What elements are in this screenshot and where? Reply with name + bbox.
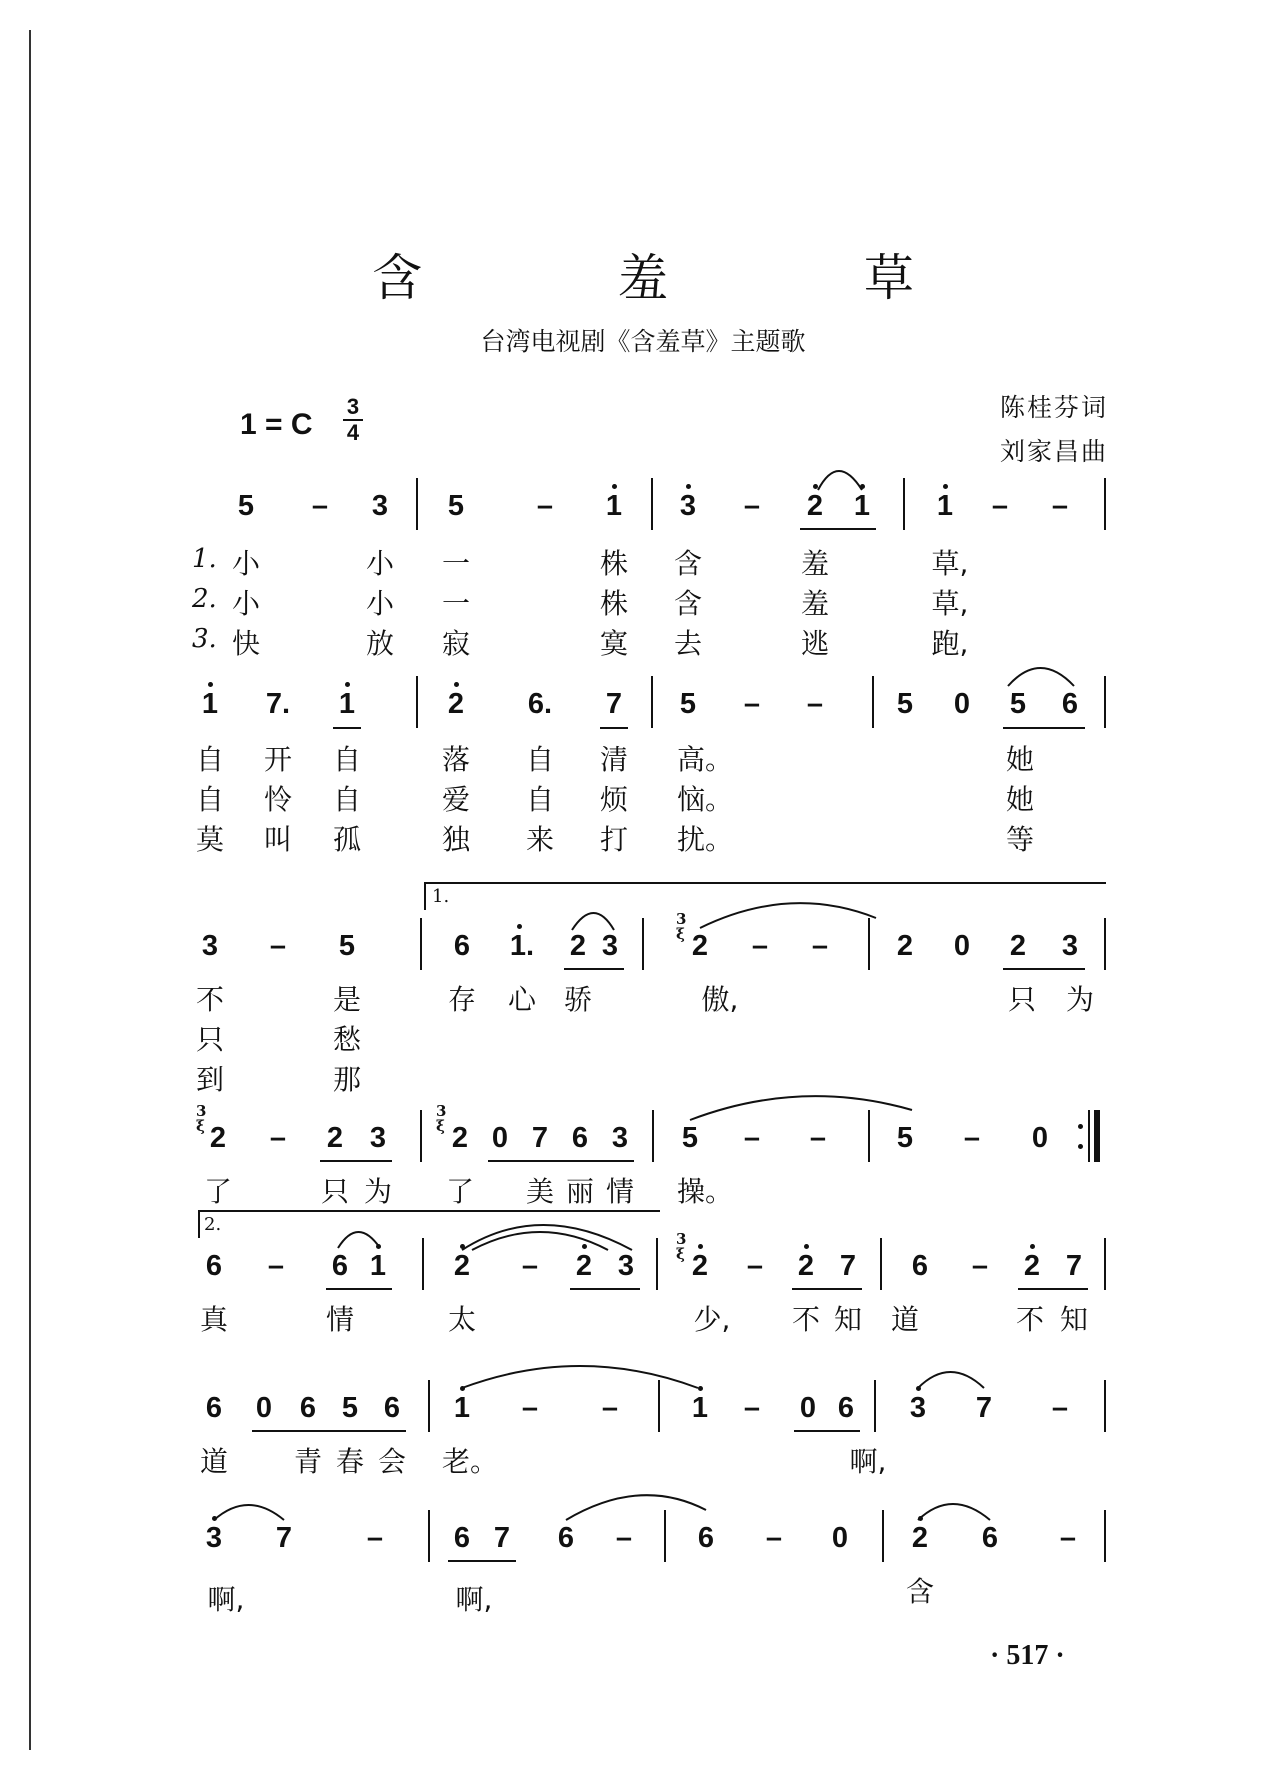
breath-mark: 3 ξ xyxy=(436,1102,447,1135)
tie xyxy=(700,903,876,928)
time-signature-bottom: 4 xyxy=(346,420,360,445)
breath-mark: 3 ξ xyxy=(676,1230,687,1263)
tie xyxy=(462,1366,698,1388)
second-ending-label: 2. xyxy=(204,1214,222,1235)
slur xyxy=(462,1225,632,1250)
breath-mark: 3 ξ xyxy=(196,1102,207,1135)
slur xyxy=(918,1504,990,1520)
first-ending-label: 1. xyxy=(432,886,450,907)
tie xyxy=(690,1096,912,1120)
verse-number: 3. xyxy=(192,624,217,654)
slur xyxy=(338,1232,380,1248)
breath-mark: 3 ξ xyxy=(676,910,687,943)
verse-number: 1. xyxy=(192,544,217,574)
slur xyxy=(214,1505,284,1520)
composer-credit: 刘家昌曲 xyxy=(999,437,1108,466)
key-signature: 1 = C xyxy=(240,408,313,441)
tie xyxy=(566,1495,706,1520)
song-title: 含 羞 草 xyxy=(372,249,1004,307)
slur xyxy=(1008,668,1074,686)
slur xyxy=(918,1372,984,1388)
verse-number: 2. xyxy=(192,584,217,614)
time-signature-top: 3 xyxy=(346,394,360,419)
slur xyxy=(572,913,614,930)
slur xyxy=(818,471,862,490)
page-number: · 517 · xyxy=(990,1640,1065,1671)
lyricist-credit: 陈桂芬词 xyxy=(999,393,1108,422)
song-subtitle: 台湾电视剧《含羞草》主题歌 xyxy=(480,327,806,356)
